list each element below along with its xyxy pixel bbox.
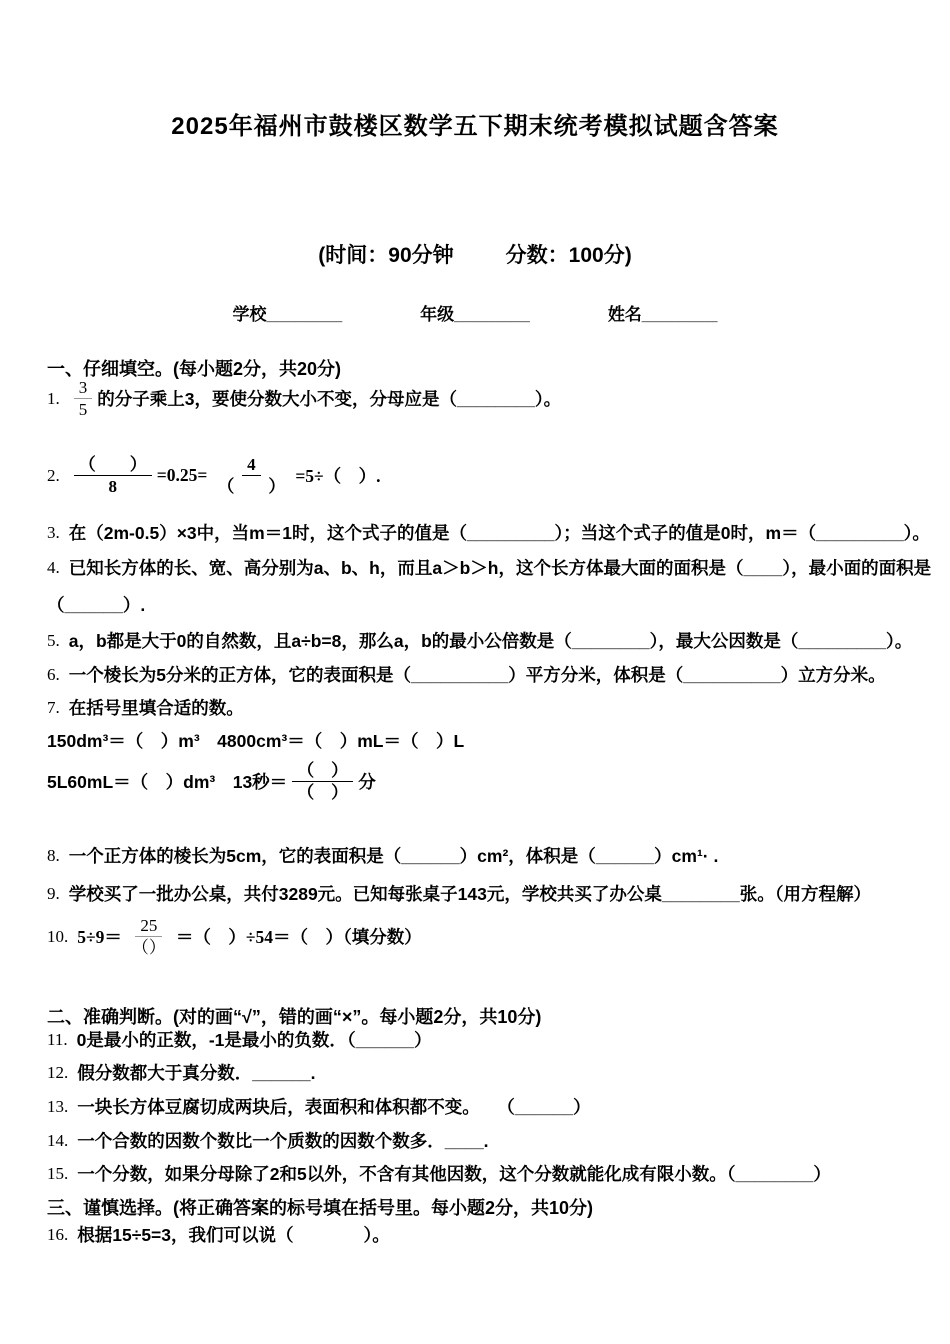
question-9 [47, 881, 871, 906]
question-7-line2-text: 5L60mL＝（ ）dm³ 13秒＝ [47, 772, 288, 793]
question-14-text: 一个合数的因数个数比一个质数的因数个数多．____. [77, 1131, 489, 1151]
fraction-numerator: 3 [74, 377, 93, 399]
question-16-number: 16. [47, 1224, 69, 1244]
question-10-number: 10. [47, 926, 69, 946]
question-1 [47, 377, 561, 421]
question-14-number: 14. [47, 1130, 69, 1150]
section-1-heading: 一、仔细填空。(每小题2分，共20分) [47, 359, 342, 379]
question-5 [47, 628, 912, 653]
question-14 [47, 1128, 489, 1153]
question-4-continued [47, 592, 145, 617]
name-field: 姓名________ [607, 305, 718, 324]
question-15 [47, 1161, 831, 1186]
question-6-number: 6. [47, 664, 60, 684]
school-field: 学校________ [232, 305, 343, 324]
question-3 [47, 520, 930, 545]
question-7-line2-unit: 分 [358, 772, 376, 793]
question-7-text: 在括号里填合适的数。 [68, 698, 244, 718]
question-7-conversions-line2 [47, 760, 376, 804]
question-7-number: 7. [47, 697, 60, 717]
section-2-heading: 二、准确判断。(对的画“√”，错的画“×”。每小题2分，共10分) [47, 1007, 542, 1027]
question-5-number: 5. [47, 630, 60, 650]
fraction-numerator: （ ） [74, 454, 152, 476]
question-3-number: 3. [47, 522, 60, 542]
question-9-number: 9. [47, 883, 60, 903]
question-13-number: 13. [47, 1096, 69, 1116]
question-2-text-2: =5÷（ ）. [295, 466, 381, 487]
question-10 [47, 915, 422, 959]
question-7-line1-text: 150dm³＝（ ）m³ 4800cm³＝（ ）mL＝（ ）L [47, 731, 465, 751]
fraction-denominator: 5 [78, 400, 88, 420]
exam-meta [0, 239, 950, 269]
question-10-text-1: 5÷9＝ [77, 927, 122, 948]
question-8-number: 8. [47, 845, 60, 865]
student-info-fields [0, 300, 950, 325]
question-2-text-1: =0.25= [156, 465, 208, 486]
question-1-fraction [74, 377, 93, 421]
fraction-denominator: （ ） [297, 783, 349, 803]
question-12-text: 假分数都大于真分数．______. [77, 1063, 316, 1083]
question-7-fraction [292, 760, 353, 804]
question-6 [47, 662, 886, 687]
question-10-text-2: ＝（ ）÷54＝（ ）（填分数） [175, 927, 422, 948]
fraction-numerator: 4 [242, 454, 261, 476]
question-11-number: 11. [47, 1029, 68, 1049]
fraction-denominator: （） [131, 938, 166, 958]
question-7-conversions-line1 [47, 728, 464, 753]
question-12-number: 12. [47, 1062, 69, 1082]
question-2-fraction-2 [212, 454, 290, 498]
question-3-text: 在（2m-0.5）×3中，当m＝1时，这个式子的值是（_________）；当这个式子的值是0时，m＝（_________）。 [68, 523, 930, 543]
question-9-text: 学校买了一批办公桌，共付3289元。已知每张桌子143元，学校共买了办公桌________张。（用方程解） [68, 884, 871, 904]
question-2-fraction-1 [74, 454, 152, 498]
question-1-number: 1. [47, 388, 60, 408]
question-4-text-line2: （______）. [47, 595, 146, 615]
question-1-text: 的分子乘上3，要使分数大小不变，分母应是（________）。 [97, 389, 562, 410]
question-2-number: 2. [47, 465, 60, 485]
question-4-number: 4. [47, 557, 60, 577]
question-13-text: 一块长方体豆腐切成两块后，表面积和体积都不变。 （______） [77, 1097, 591, 1117]
page-title: 2025年福州市鼓楼区数学五下期末统考模拟试题含答案 [171, 113, 779, 140]
question-6-text: 一个棱长为5分米的正方体，它的表面积是（__________）平方分米，体积是（__________）立方分米。 [68, 665, 886, 685]
section-3-heading: 三、谨慎选择。(将正确答案的标号填在括号里。每小题2分，共10分) [47, 1198, 594, 1218]
question-5-text: a，b都是大于0的自然数，且a÷b=8，那么a，b的最小公倍数是（________），最大公因数是（_________）。 [68, 631, 913, 651]
question-11-text: 0是最小的正数，-1是最小的负数．（______） [76, 1030, 432, 1050]
question-16-text: 根据15÷5=3，我们可以说（ ）。 [77, 1225, 390, 1245]
grade-field: 年级________ [420, 305, 530, 324]
question-4-text-line1: 已知长方体的长、宽、高分别为a、b、h，而且a＞b＞h，这个长方体最大面的面积是（____），最小面的面积是 [68, 558, 932, 578]
question-11 [47, 1027, 432, 1052]
question-8 [47, 843, 718, 868]
question-4 [47, 555, 931, 580]
question-2 [47, 454, 381, 498]
score-label: 分数：100分) [505, 244, 632, 267]
question-12 [47, 1060, 316, 1085]
fraction-denominator: 8 [108, 477, 117, 497]
question-8-text: 一个正方体的棱长为5cm，它的表面积是（______）cm²，体积是（______）cm¹· . [68, 846, 719, 866]
question-7 [47, 695, 244, 720]
question-15-number: 15. [47, 1163, 69, 1183]
time-label: (时间：90分钟 [318, 244, 454, 267]
question-10-fraction [127, 915, 171, 959]
fraction-numerator: 25 [135, 915, 162, 937]
question-15-text: 一个分数，如果分母除了2和5以外，不含有其他因数，这个分数就能化成有限小数。（________） [77, 1164, 831, 1184]
fraction-denominator: （ ） [217, 477, 286, 497]
fraction-numerator: （ ） [292, 760, 353, 782]
question-13 [47, 1094, 591, 1119]
question-16 [47, 1222, 390, 1247]
